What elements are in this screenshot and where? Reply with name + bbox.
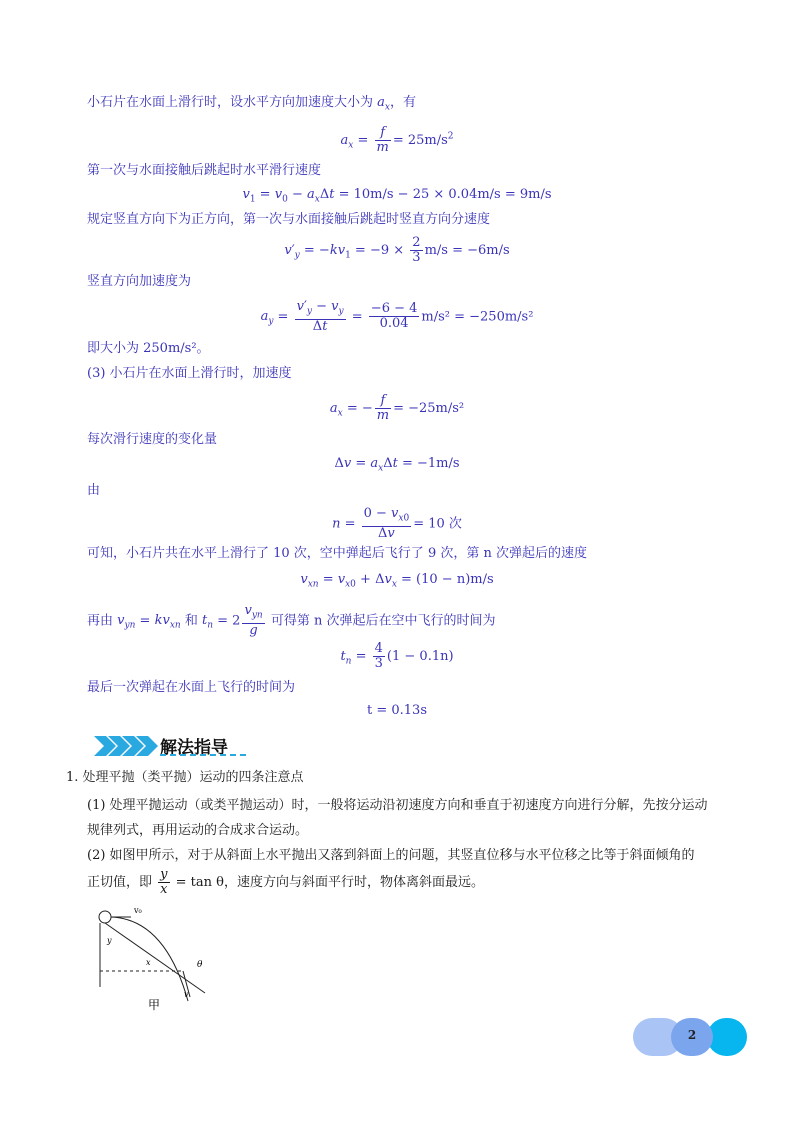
guide-paragraph-2a: (2) 如图甲所示，对于从斜面上水平抛出又落到斜面上的问题，其竖直位移与水平位移之比等于斜面倾角的 [87, 848, 695, 863]
section-underline [160, 754, 246, 756]
solution-line-6: (3) 小石片在水面上滑行时，加速度 [87, 366, 292, 381]
guide-paragraph-1b: 规律列式，再用运动的合成求合运动。 [87, 823, 309, 838]
solution-line-5: 即大小为 250m/s²。 [87, 341, 210, 356]
label-y: y [107, 936, 112, 945]
solution-line-7: 每次滑行速度的变化量 [87, 432, 218, 447]
equation-ax-2: $a_x$ = − $\frac{f}{m}$ = −25m/s² [329, 393, 465, 423]
equation-v1: $v_1 = v_0 - a_x\Delta t = 10m/s - 25 \times 0.04m/s = 9m/s$ [242, 187, 552, 205]
equation-vxn: $v_{xn} = v_{x0} + \Delta v_x = (10 - n)m/s$ [300, 572, 494, 590]
equation-ay: $a_y$ = $\frac{v'_y - v_y}{\Delta t}$ = $\frac{-6 - 4}{0.04}$ m/s² = −250m/s² [260, 299, 534, 334]
solution-line-4: 竖直方向加速度为 [87, 274, 192, 289]
solution-line-10: 再由 $v_{yn} = kv_{xn}$ 和 $t_n = 2$ $\frac{v_{yn}}{g}$ 可得第 n 次弹起后在空中飞行的时间为 [87, 603, 496, 638]
label-theta: θ [197, 960, 203, 970]
equation-n: n = $\frac{0 - v_{x0}}{\Delta v}$ = 10 次 [332, 506, 462, 541]
equation-t-final: t = 0.13s [367, 703, 427, 718]
label-x: x [146, 958, 151, 967]
guide-paragraph-2b: 正切值，即 $\frac{y}{x}$ = tan θ，速度方向与斜面平行时，物体离斜面最远。 [87, 867, 484, 897]
equation-vy-prime: $v'_y = -kv_1 = -9$ × $\frac{2}{3}$ m/s = −6m/s [284, 235, 510, 265]
solution-line-11: 最后一次弹起在水面上飞行的时间为 [87, 680, 296, 695]
solution-line-1: 小石片在水面上滑行时，设水平方向加速度大小为 $a_x$，有 [87, 95, 417, 113]
solution-line-2: 第一次与水面接触后跳起时水平滑行速度 [87, 163, 322, 178]
guide-paragraph-1a: (1) 处理平抛运动（或类平抛运动）时，一般将运动沿初速度方向和垂直于初速度方向进行分解，先按分运动 [87, 798, 708, 813]
page-number: 2 [687, 1028, 697, 1042]
solution-line-8: 由 [87, 483, 101, 498]
section-title: 解法指导 [160, 738, 228, 758]
equation-ax: $a_x$ = $\frac{f}{m}$ = $25m/s^2$ [340, 125, 454, 155]
equation-tn: $t_n$ = $\frac{4}{3}$ (1 − 0.1n) [340, 641, 454, 671]
guide-item-1: 1. 处理平抛（类平抛）运动的四条注意点 [66, 770, 304, 785]
equation-delta-v: $\Delta v = a_x\Delta t = -1m/s$ [334, 456, 460, 474]
solution-line-3: 规定竖直方向下为正方向，第一次与水面接触后跳起时竖直方向分速度 [87, 212, 491, 227]
solution-line-9: 可知，小石片共在水平上滑行了 10 次，空中弹起后飞行了 9 次，第 n 次弹起后的速度 [87, 546, 587, 561]
figure-caption: 甲 [148, 998, 161, 1012]
pager-pill-right [707, 1018, 747, 1056]
label-v0: v₀ [134, 906, 142, 915]
label-v: v [184, 990, 189, 999]
